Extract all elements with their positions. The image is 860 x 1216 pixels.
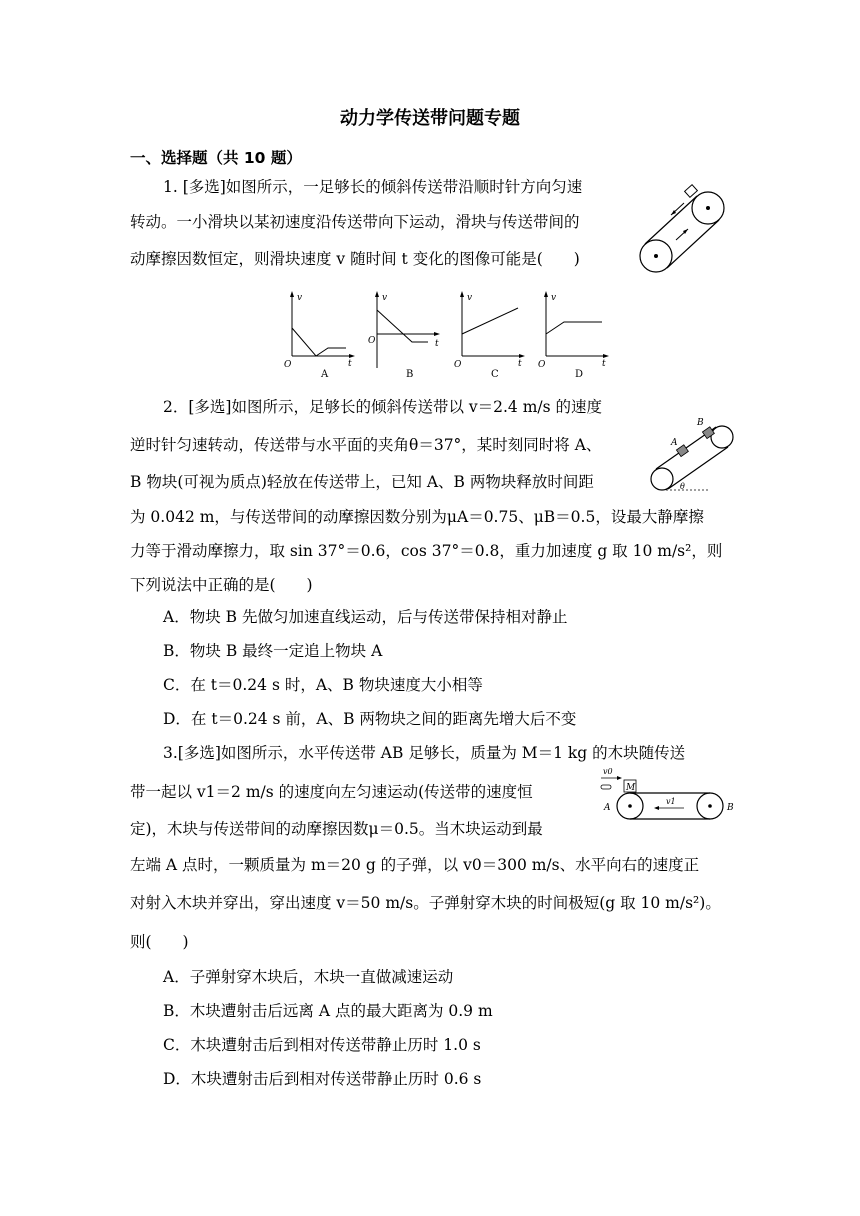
q3-choice-d: D．木块遭射击后到相对传送带静止历时 0.6 s xyxy=(163,1070,482,1088)
q3-label-m: M xyxy=(626,783,636,793)
graph-c xyxy=(454,291,525,380)
q1-line-1: 1. [多选]如图所示，一足够长的倾斜传送带沿顺时针方向匀速 xyxy=(163,178,583,196)
graph-a-caption: A xyxy=(321,369,329,380)
q2-choice-d: D．在 t＝0.24 s 前，A、B 两物块之间的距离先增大后不变 xyxy=(163,710,577,728)
graph-c-t-label: t xyxy=(518,359,522,369)
q3-line-5: 对射入木块并穿出，穿出速度 v＝50 m/s。子弹射穿木块的时间极短(g 取 10 m/s²)。 xyxy=(130,894,721,912)
graph-d-v-label: v xyxy=(551,293,557,303)
q2-conveyor-figure xyxy=(648,413,740,493)
graph-b-t-label: t xyxy=(435,339,439,349)
graph-d-caption: D xyxy=(575,369,584,380)
graph-d xyxy=(538,291,609,380)
q2-line-3: B 物块(可视为质点)轻放在传送带上，已知 A、B 两物块释放时间距 xyxy=(130,473,594,491)
q1-line-3: 动摩擦因数恒定，则滑块速度 v 随时间 t 变化的图像可能是( ) xyxy=(130,250,580,268)
graph-b xyxy=(368,291,440,380)
q2-line-1: 2．[多选]如图所示，足够长的倾斜传送带以 v＝2.4 m/s 的速度 xyxy=(163,398,603,416)
q1-line-2: 转动。一小滑块以某初速度沿传送带向下运动，滑块与传送带间的 xyxy=(130,213,580,231)
q3-label-b: B xyxy=(727,803,734,813)
q3-label-v1: v1 xyxy=(666,797,676,806)
page-title: 动力学传送带问题专题 xyxy=(340,108,520,129)
q3-choice-b: B．木块遭射击后远离 A 点的最大距离为 0.9 m xyxy=(163,1002,493,1020)
graph-b-caption: B xyxy=(406,369,414,380)
graph-a xyxy=(284,291,355,380)
q3-line-1: 3.[多选]如图所示，水平传送带 AB 足够长，质量为 M＝1 kg 的木块随传送 xyxy=(163,744,686,762)
q2-line-4: 为 0.042 m，与传送带间的动摩擦因数分别为μA＝0.75、μB＝0.5，设最大静摩擦 xyxy=(130,508,704,526)
graph-a-t-label: t xyxy=(348,359,352,369)
q1-vt-graphs xyxy=(280,288,615,380)
q3-line-4: 左端 A 点时，一颗质量为 m＝20 g 的子弹，以 v0＝300 m/s、水平向右的速度正 xyxy=(130,856,700,874)
q2-line-6: 下列说法中正确的是( ) xyxy=(130,576,313,594)
q3-conveyor-figure xyxy=(598,766,744,828)
graph-d-origin: O xyxy=(538,360,546,370)
q3-label-v0: v0 xyxy=(603,767,613,776)
q2-line-5: 力等于滑动摩擦力，取 sin 37°＝0.6，cos 37°＝0.8，重力加速度 g 取 10 m/s²，则 xyxy=(130,542,723,560)
graph-c-origin: O xyxy=(454,360,462,370)
graph-c-caption: C xyxy=(491,369,499,380)
q3-line-6: 则( ) xyxy=(130,933,189,951)
q2-choice-b: B．物块 B 最终一定追上物块 A xyxy=(163,642,383,660)
section-heading: 一、选择题（共 10 题） xyxy=(130,149,302,167)
q2-choice-c: C．在 t＝0.24 s 时，A、B 物块速度大小相等 xyxy=(163,676,483,694)
q3-choice-a: A．子弹射穿木块后，木块一直做减速运动 xyxy=(163,968,454,986)
q3-label-a: A xyxy=(604,803,611,813)
q3-line-3: 定)，木块与传送带间的动摩擦因数μ＝0.5。当木块运动到最 xyxy=(130,820,543,838)
graph-b-origin: O xyxy=(368,336,376,346)
q3-choice-c: C．木块遭射击后到相对传送带静止历时 1.0 s xyxy=(163,1036,481,1054)
q2-line-2: 逆时针匀速转动，传送带与水平面的夹角θ＝37°，某时刻同时将 A、 xyxy=(130,436,602,454)
graph-b-v-label: v xyxy=(382,293,388,303)
graph-c-v-label: v xyxy=(467,293,473,303)
q2-choice-a: A．物块 B 先做匀加速直线运动，后与传送带保持相对静止 xyxy=(163,608,568,626)
q2-label-theta: θ xyxy=(680,482,685,491)
q2-label-b: B xyxy=(697,418,704,428)
q2-label-a: A xyxy=(671,438,678,448)
graph-a-origin: O xyxy=(284,360,292,370)
graph-d-t-label: t xyxy=(602,359,606,369)
q3-line-2: 带一起以 v1＝2 m/s 的速度向左匀速运动(传送带的速度恒 xyxy=(130,783,533,801)
graph-a-v-label: v xyxy=(297,293,303,303)
q1-conveyor-figure xyxy=(638,178,728,276)
